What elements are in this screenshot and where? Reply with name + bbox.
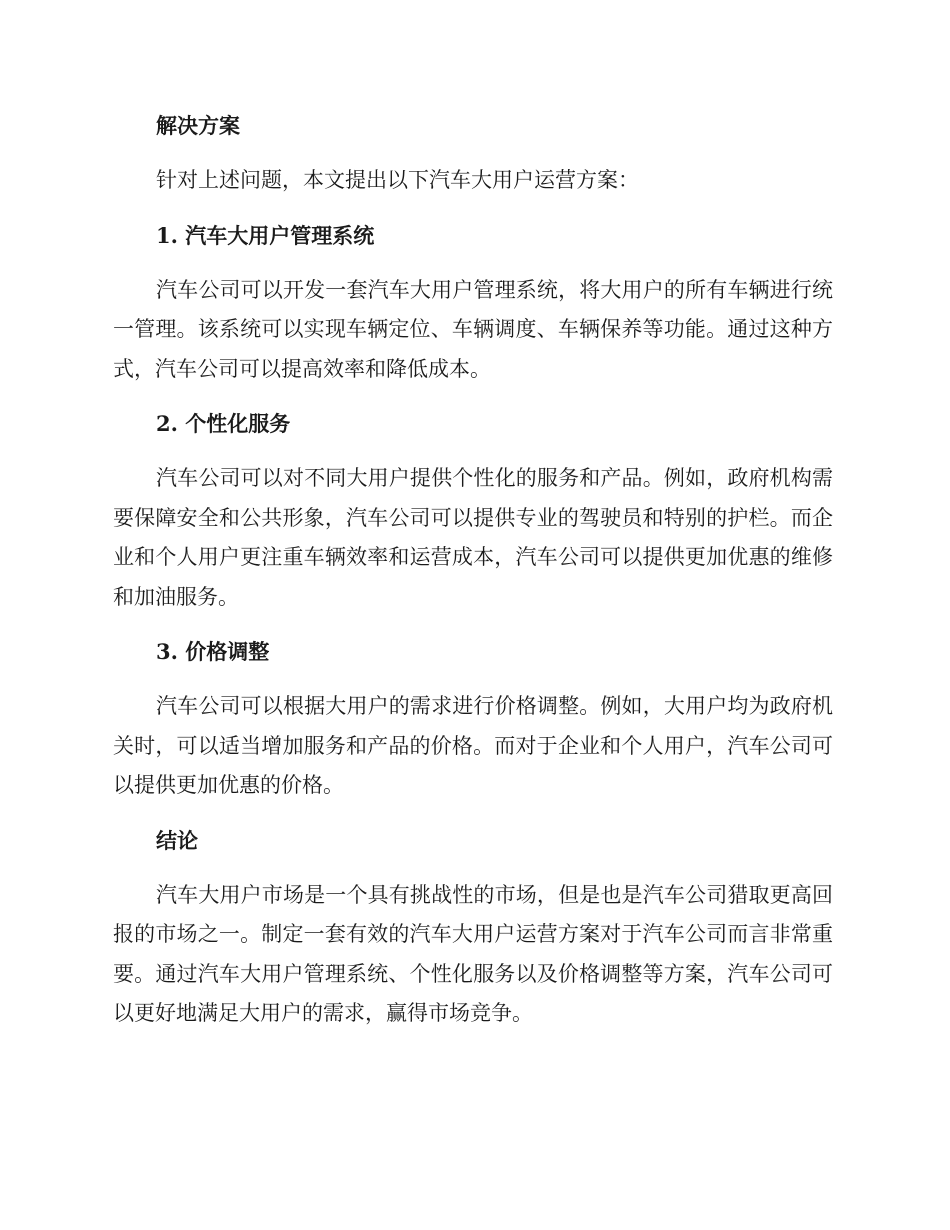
intro-paragraph: 针对上述问题，本文提出以下汽车大用户运营方案： [156, 168, 639, 192]
price-adjustment-paragraph: 汽车公司可以根据大用户的需求进行价格调整。例如，大用户均为政府机关时，可以适当增加服务和产品的价格。而对于企业和个人用户，汽车公司可以提供更加优惠的价格。 [113, 694, 833, 797]
document-page [113, 106, 833, 1049]
management-system-paragraph: 汽车公司可以开发一套汽车大用户管理系统，将大用户的所有车辆进行统一管理。该系统可以实现车辆定位、车辆调度、车辆保养等功能。通过这种方式，汽车公司可以提高效率和降低成本。 [113, 277, 833, 381]
section-heading-personalized-service: 2. 个性化服务 [156, 411, 291, 436]
conclusion-paragraph: 汽车大用户市场是一个具有挑战性的市场，但是也是汽车公司猎取更高回报的市场之一。制定一套有效的汽车大用户运营方案对于汽车公司而言非常重要。通过汽车大用户管理系统、个性化服务以及价格调整等方案，汽车公司可以更好地满足大用户的需求，赢得市场竞争。 [113, 882, 833, 1025]
section-heading-price-adjustment: 3. 价格调整 [156, 639, 270, 664]
section-heading-conclusion: 结论 [156, 827, 198, 853]
section-heading-management-system: 1. 汽车大用户管理系统 [156, 222, 375, 248]
personalized-service-paragraph: 汽车公司可以对不同大用户提供个性化的服务和产品。例如，政府机构需要保障安全和公共形象，汽车公司可以提供专业的驾驶员和特别的护栏。而企业和个人用户更注重车辆效率和运营成本，汽车公司可以提供更加优惠的维修和加油服务。 [113, 466, 833, 609]
section-heading-solution: 解决方案 [156, 113, 240, 138]
